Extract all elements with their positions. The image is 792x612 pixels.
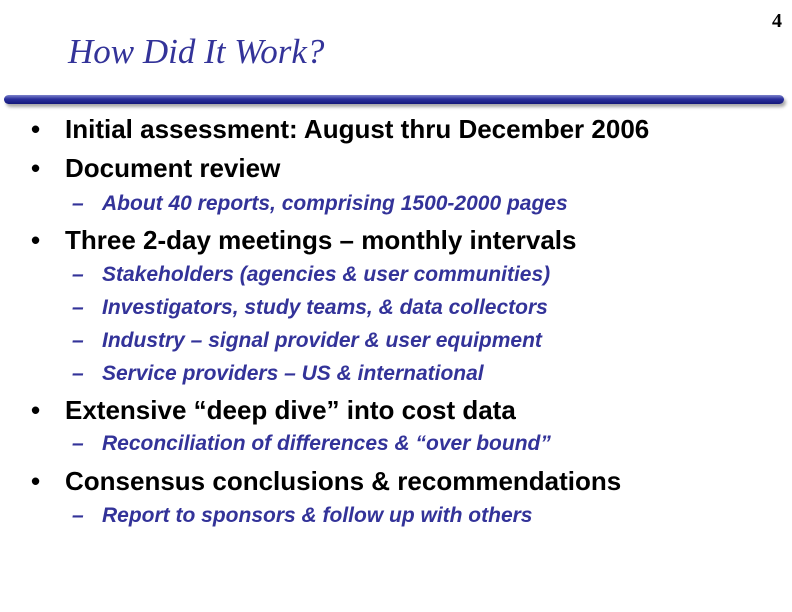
bullet-text: Consensus conclusions & recommendations <box>65 466 622 496</box>
bullet-text: Initial assessment: August thru December 2006 <box>65 114 650 144</box>
sub-bullet-item <box>72 192 568 216</box>
sub-bullet-text: Reconciliation of differences & “over bound” <box>102 432 551 455</box>
dash-marker: – <box>72 296 84 319</box>
dash-marker: – <box>72 263 84 286</box>
bullet-item <box>31 225 577 256</box>
bullet-item <box>31 153 280 184</box>
bullet-item <box>31 395 516 426</box>
bullet-text: Document review <box>65 153 281 183</box>
dash-marker: – <box>72 192 84 215</box>
bullet-marker: • <box>31 153 41 183</box>
bullet-marker: • <box>31 114 41 144</box>
bullet-marker: • <box>31 225 41 255</box>
dash-marker: – <box>72 362 84 385</box>
sub-bullet-item <box>72 296 548 320</box>
dash-marker: – <box>72 432 84 455</box>
sub-bullet-item <box>72 263 550 287</box>
bullet-item <box>31 114 649 145</box>
sub-bullet-text: Report to sponsors & follow up with others <box>102 504 533 527</box>
page-number: 4 <box>772 10 782 32</box>
sub-bullet-text: Investigators, study teams, & data collectors <box>102 296 548 319</box>
sub-bullet-text: Industry – signal provider & user equipment <box>102 329 542 352</box>
sub-bullet-item <box>72 362 484 386</box>
bullet-item <box>31 466 621 497</box>
sub-bullet-text: Service providers – US & international <box>102 362 484 385</box>
dash-marker: – <box>72 504 84 527</box>
slide-title: How Did It Work? <box>68 32 325 71</box>
sub-bullet-text: About 40 reports, comprising 1500-2000 pages <box>102 192 568 215</box>
title-divider <box>4 95 784 104</box>
sub-bullet-item <box>72 432 551 456</box>
dash-marker: – <box>72 329 84 352</box>
bullet-marker: • <box>31 395 41 425</box>
sub-bullet-item <box>72 329 542 353</box>
sub-bullet-item <box>72 504 533 528</box>
sub-bullet-text: Stakeholders (agencies & user communities) <box>102 263 551 286</box>
bullet-text: Three 2-day meetings – monthly intervals <box>65 225 577 255</box>
bullet-text: Extensive “deep dive” into cost data <box>65 395 516 425</box>
bullet-marker: • <box>31 466 41 496</box>
